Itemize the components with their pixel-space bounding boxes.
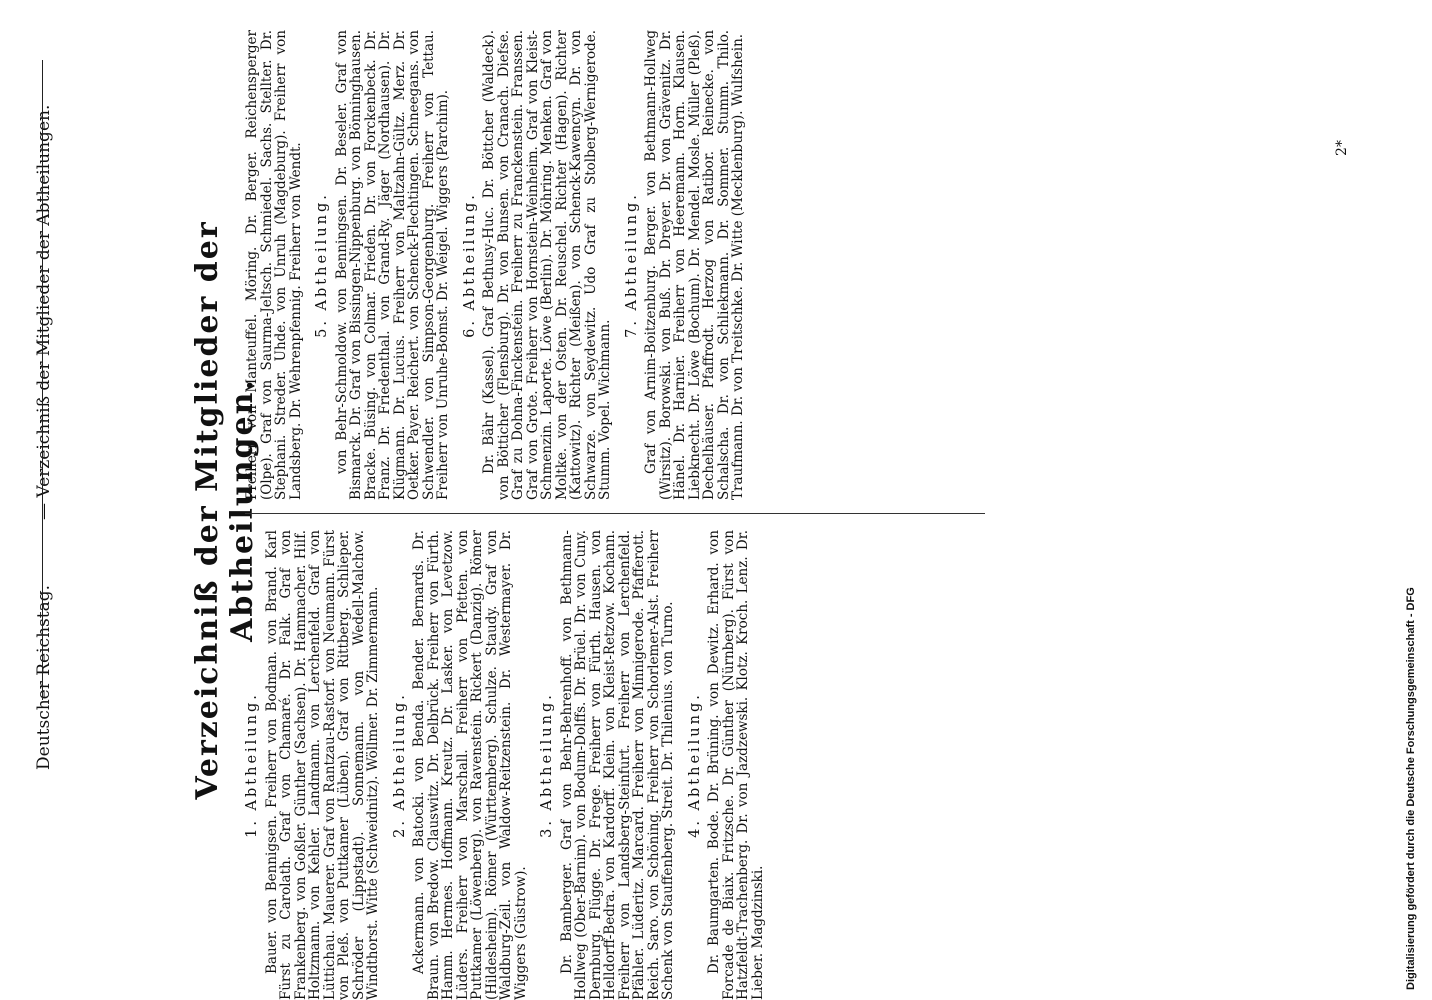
section-heading: 7. Abtheilung. bbox=[623, 192, 640, 338]
header-left: Deutscher Reichstag. bbox=[34, 585, 54, 770]
section-4 bbox=[688, 530, 766, 1000]
section-heading: 4. Abtheilung. bbox=[686, 692, 703, 838]
section-2 bbox=[393, 530, 529, 1000]
section-7 bbox=[625, 30, 746, 500]
column-left bbox=[245, 530, 777, 1000]
dfg-stamp bbox=[1405, 10, 1429, 990]
section-5 bbox=[315, 30, 451, 500]
column-rule bbox=[245, 513, 985, 514]
section-text: Ackermann. von Batocki. von Benda. Bender. Bernards. Dr. Braun. von Bredow. Clauswitz. Dr. Delbrück. Freiherr von Fürth. Hamm. Hermes. Hoffmann. Kreutz. Dr. Lasker. von Levetzow. Lüders. Freiherr von Marschall. Freiherr von Pfetten. von Puttkamer (Löwenberg). von Ravenstein. Rickert (Danzig). Römer (Hildesheim). Römer (Württemberg). Schulze. Staudy. Graf von Waldburg-Zeil. von Waldow-Reitzenstein. Dr. Westermayer. Dr. Wiggers (Güstrow). bbox=[411, 530, 529, 1000]
section-text: Freiherr von Manteuffel. Möring. Dr. Berger. Reichensperger (Olpe). Graf von Saurma-Jeltsch. Schmiedel. Sachs. Stellter. Dr. Stephani. Streder. Uhde. von Unruh (Magdeburg). Freiherr von Landsberg. Dr. Wehrenpfennig. Freiherr von Wendt. bbox=[244, 30, 304, 500]
section-text: von Behr-Schmoldow. von Benningsen. Dr. Beseler. Graf von Bismarck. Dr. Graf von Bissingen-Nippenburg. von Bönninghausen. Bracke. Büsing. von Colmar. Frieden. Dr. von Forckenbeck. Dr. Franz. Dr. Friedenthal. von Grand-Ry. Jäger (Nordhausen). Dr. Klügmann. Dr. Lucius. Freiherr von Maltzahn-Gültz. Merz. Dr. Oetker. Payer. Reichert. von Schenck-Flechtingen. Schneegans. von Schwendler. von Simpson-Georgenburg. Freiherr von Tettau. Freiherr von Unruhe-Bomst. Dr. Weigel. Wiggers (Parchim). bbox=[333, 30, 451, 500]
header-rule bbox=[42, 60, 43, 700]
column-right bbox=[245, 30, 758, 500]
section-heading: 6. Abtheilung. bbox=[461, 192, 478, 338]
section-4-continued bbox=[245, 30, 303, 500]
section-6 bbox=[463, 30, 613, 500]
section-text: Dr. Bähr (Kassel). Graf Bethusy-Huc. Dr. Böttcher (Waldeck). von Bötticher (Flensburg). Dr. von Bunsen. von Cranach. Diefse. Graf zu Dohna-Finckenstein. Freiherr zu Franckenstein. Franssen. Graf von Grote. Freiherr von Hornstein-Weinheim. Graf von Kleist-Schmenzin. Laporte. Löwe (Berlin). Dr. Möhring. Menken. Graf von Moltke. von der Osten. Dr. Reuschel. Richter (Hagen). Richter (Kattowitz). Richter (Meißen). von Schenck-Kawencyn. Dr. von Schwarze. von Seydewitz. Udo Graf zu Stolberg-Wernigerode. Stumm. Vopel. Wichmann. bbox=[481, 30, 613, 500]
section-heading: 2. Abtheilung. bbox=[391, 692, 408, 838]
section-heading: 3. Abtheilung. bbox=[539, 692, 555, 838]
section-heading: 5. Abtheilung. bbox=[314, 192, 330, 338]
section-text: Graf von Arnim-Boitzenburg. Berger. von Bethmann-Hollweg (Wirsitz). Borowski. von Buß. Dr. Dreyer. Dr. von Grävenitz. Dr. Hänel. Dr. Harnier. Freiherr von Heeremann. Horn. Klausen. Liebknecht. Dr. Löwe (Bochum). Dr. Mendel. Mosle. Müller (Pleß). Dechelhäuser. Pfaffrodt. Herzog von Ratibor. Reinecke. von Schalscha. Dr. von Schliekmann. Dr. Sommer. Stumm. Thilo. Traufmann. Dr. von Treitschke. Dr. Witte (Mecklenburg). Wulfshein. bbox=[643, 30, 746, 500]
section-heading: 1. Abtheilung. bbox=[244, 692, 260, 838]
section-3 bbox=[540, 530, 676, 1000]
margin-mark: 2* bbox=[1333, 140, 1350, 156]
header-center: — Verzeichniß der Mitglieder der Abtheilungen. bbox=[34, 104, 54, 520]
section-text: Bauer. von Bennigsen. Freiherr von Bodman. von Brand. Karl Fürst zu Carolath. Graf von Chamaré. Dr. Falk. Graf von Frankenberg. von Goßler. Günther (Sachsen). Dr. Hammacher. Hilf. Holtzmann. von Kehler. Landmann. von Lerchenfeld. Graf von Lüttichau. Mauerer. Graf von Rantzau-Rastorf. von Neumann. Fürst von Pleß. von Puttkamer (Lüben). Graf von Rittberg. Schlieper. Schröder (Lippstadt). Sonnemann. von Wedell-Malchow. Windthorst. Witte (Schweidnitz). Wöllmer. Dr. Zimmermann. bbox=[263, 530, 381, 1000]
section-text: Dr. Baumgarten. Bode. Dr. Brüning. von Dewitz. Erhard. von Forcade de Biaix. Fritzsche. Dr. Günther (Nürnberg). Fürst von Hatzfeldt-Trachenberg. Dr. von Jazdzewski. Klotz. Kroch. Lenz. Dr. Lieber. Magdzinski. bbox=[706, 530, 766, 1000]
page-title: Verzeichniß der Mitglieder der Abtheilungen. bbox=[190, 220, 260, 800]
section-1 bbox=[245, 530, 381, 1000]
dfg-stamp-text: Digitalisierung gefördert durch die Deutsche Forschungsgemeinschaft - DFG bbox=[1405, 587, 1417, 990]
section-text: Dr. Bamberger. Graf von Behr-Behrenhoff. von Bethmann-Hollweg (Ober-Barnim). von Bodum-Dolffs. Dr. Brüel. Dr. von Cuny. Dernburg. Flügge. Dr. Frege. Freiherr von Fürth. Hausen. von Helldorff-Bedra. von Kardorff. Klein. von Kleist-Retzow. Kochann. Freiherr von Landsberg-Steinfurt. Freiherr von Lerchenfeld. Pfähler. Lüderitz. Marcard. Freiherr von Minnigerode. Pfafferott. Reich. Saro. von Schöning. Freiherr von Schorlemer-Alst. Freiherr Schenk von Stauffenberg. Streit. Dr. Thilenius. von Turno. bbox=[558, 530, 676, 1000]
running-header bbox=[14, 0, 54, 770]
